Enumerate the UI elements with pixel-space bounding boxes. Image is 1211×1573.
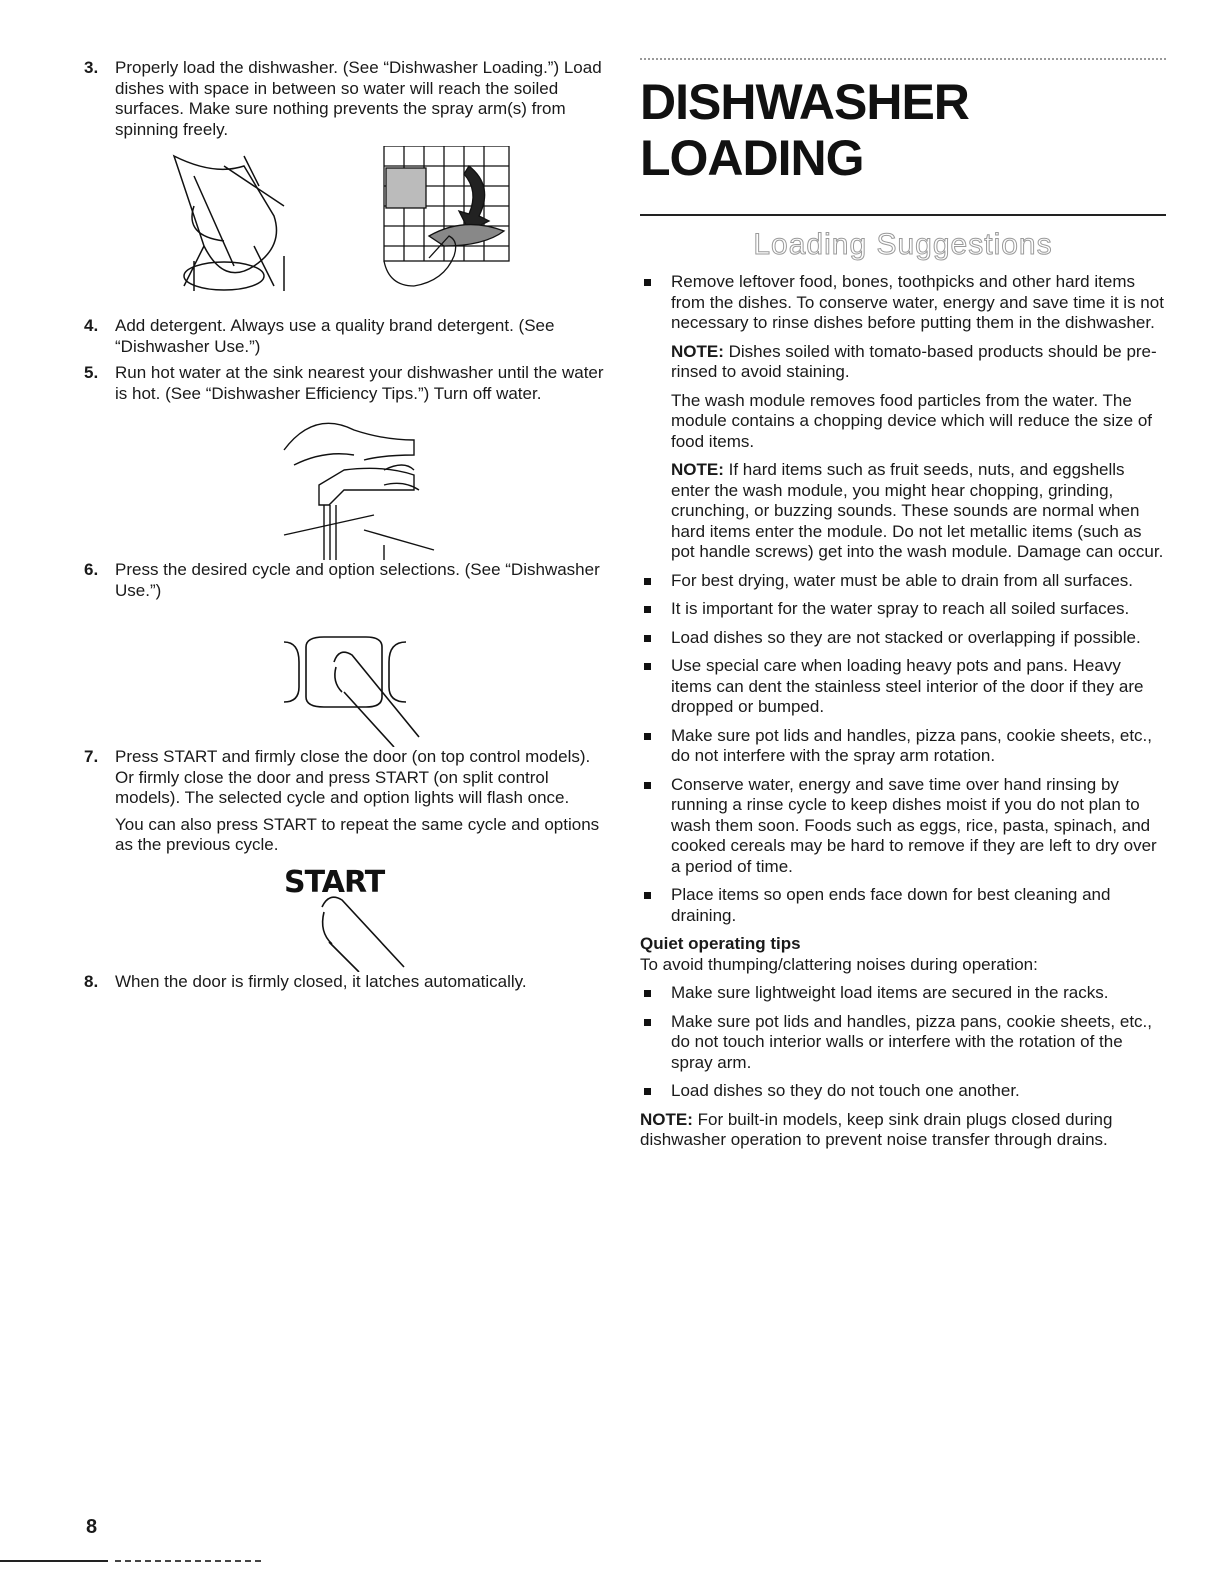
quiet-tips-intro: To avoid thumping/clattering noises during operation:	[640, 954, 1038, 974]
button-press-illustration	[84, 607, 604, 747]
left-column	[84, 58, 604, 998]
list-item: Load dishes so they are not stacked or overlapping if possible.	[640, 628, 1166, 649]
step-text: Press START and firmly close the door (on top control models). Or firmly close the door and press START (on split control models). The selected cycle and option lights will flash once.	[115, 747, 591, 807]
note	[640, 1110, 1166, 1151]
list-item: Place items so open ends face down for best cleaning and draining.	[640, 885, 1166, 926]
step-8	[84, 972, 604, 993]
note-label: NOTE:	[640, 1109, 693, 1129]
quiet-tips-heading: Quiet operating tips	[640, 934, 801, 953]
step-number: 4.	[84, 316, 99, 335]
note-text: For built-in models, keep sink drain plugs closed during dishwasher operation to prevent noise transfer through drains.	[640, 1109, 1113, 1149]
list-item: Make sure pot lids and handles, pizza pans, cookie sheets, etc., do not interfere with the spray arm rotation.	[640, 726, 1166, 767]
list-item: Load dishes so they do not touch one another.	[640, 1081, 1166, 1102]
loading-illustration	[84, 146, 604, 316]
note-label: NOTE:	[671, 341, 724, 361]
start-button-illustration	[84, 862, 604, 972]
note	[640, 342, 1166, 383]
note-label: NOTE:	[671, 460, 724, 479]
faucet-illustration	[84, 410, 604, 560]
step-text: Press the desired cycle and option selections. (See “Dishwasher Use.”)	[115, 560, 600, 600]
note-text: If hard items such as fruit seeds, nuts, and eggshells enter the wash module, you might hear chopping, grinding, crunching, or buzzing sounds. These sounds are normal when hard items enter the module. Do not let metallic items (such as pot handle screws) get into the wash module. Damage can occur.	[671, 460, 1164, 561]
list-item: It is important for the water spray to reach all soiled surfaces.	[640, 599, 1166, 620]
list-item: Conserve water, energy and save time over hand rinsing by running a rinse cycle to keep dishes moist if you do not plan to wash them soon. Foods such as eggs, rice, pasta, spinach, and cooked cereals may be hard to remove if they are left to dry over a period of time.	[640, 775, 1166, 878]
note	[640, 460, 1166, 563]
note-text: Dishes soiled with tomato-based products should be pre-rinsed to avoid staining.	[671, 341, 1157, 381]
top-rule	[640, 58, 1166, 60]
step-number: 7.	[84, 747, 99, 766]
section-title: DISHWASHER LOADING	[640, 74, 969, 186]
start-label: START	[284, 864, 385, 900]
step-5	[84, 363, 604, 404]
step-text: Add detergent. Always use a quality brand detergent. (See “Dishwasher Use.”)	[115, 316, 555, 356]
step-6	[84, 560, 604, 601]
module-description: The wash module removes food particles from the water. The module contains a chopping device which will reduce the size of food items.	[671, 390, 1152, 451]
footer-dashes	[115, 1560, 265, 1562]
list-item: Make sure pot lids and handles, pizza pans, cookie sheets, etc., do not touch interior walls or interfere with the rotation of the spray arm.	[640, 1012, 1166, 1074]
step-text: Run hot water at the sink nearest your dishwasher until the water is hot. (See “Dishwasher Efficiency Tips.”) Turn off water.	[115, 363, 604, 403]
step-7	[84, 747, 604, 856]
step-number: 5.	[84, 363, 99, 382]
section-subtitle: Loading Suggestions	[753, 228, 1053, 261]
list-item: Use special care when loading heavy pots and pans. Heavy items can dent the stainless steel interior of the door if they are dropped or bumped.	[640, 656, 1166, 718]
list-item: Remove leftover food, bones, toothpicks and other hard items from the dishes. To conserve water, energy and save time it is not necessary to rinse dishes before putting them in the dishwasher.	[640, 272, 1166, 334]
list-item: For best drying, water must be able to drain from all surfaces.	[640, 571, 1166, 592]
title-rule	[640, 214, 1166, 216]
step-number: 8.	[84, 971, 99, 991]
step-3	[84, 58, 604, 140]
footer-rule	[0, 1560, 108, 1562]
step-number: 6.	[84, 560, 99, 579]
step-text-secondary: You can also press START to repeat the same cycle and options as the previous cycle.	[115, 814, 600, 854]
step-text: When the door is firmly closed, it latches automatically.	[115, 971, 527, 991]
right-column	[640, 58, 1166, 1159]
list-item: Make sure lightweight load items are secured in the racks.	[640, 983, 1166, 1004]
step-number: 3.	[84, 58, 99, 77]
step-text: Properly load the dishwasher. (See “Dishwasher Loading.”) Load dishes with space in between so water will reach the soiled surfaces. Make sure nothing prevents the spray arm(s) from spinning freely.	[115, 58, 602, 139]
page-number: 8	[86, 1516, 98, 1538]
step-4	[84, 316, 604, 357]
